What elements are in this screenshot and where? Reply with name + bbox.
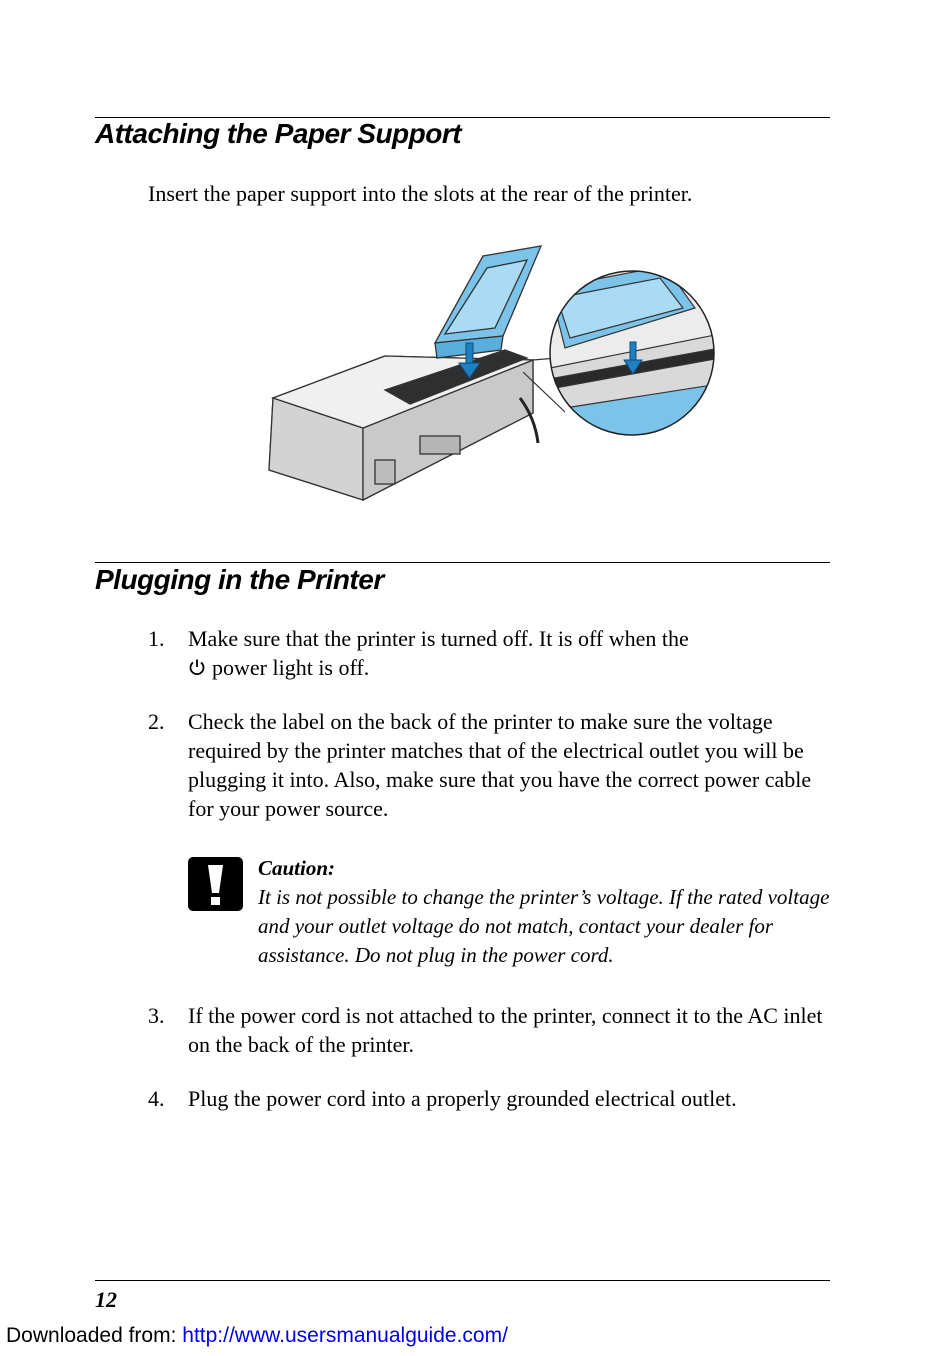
step-4 xyxy=(148,1084,838,1144)
step-1 xyxy=(148,624,838,684)
step-3 xyxy=(148,1001,838,1061)
caution-title: Caution: xyxy=(258,856,336,880)
step-text-after: power light is off. xyxy=(212,655,370,680)
page-number: 12 xyxy=(95,1287,117,1312)
paper-support xyxy=(435,246,541,358)
step-text: Plug the power cord into a properly grounded electrical outlet. xyxy=(188,1086,737,1111)
bottom-rule xyxy=(95,1280,830,1281)
exclamation-icon xyxy=(188,857,243,911)
step-text: Check the label on the back of the printer to make sure the voltage required by the printer matches that of the electrical outlet you will be plugging it into. Also, make sure that you have the correct power cable for your power source. xyxy=(188,709,812,821)
caution-note xyxy=(258,854,838,970)
power-icon xyxy=(188,658,206,676)
step-2 xyxy=(148,707,838,827)
footer-label: Downloaded from: xyxy=(6,1324,177,1347)
printer-body xyxy=(269,350,538,500)
footer-link[interactable]: http://www.usersmanualguide.com/ xyxy=(182,1324,508,1347)
step-text xyxy=(188,624,838,682)
caution-text: It is not possible to change the printer’s voltage. If the rated voltage and your outlet voltage do not match, contact your dealer for assistance. Do not plug in the power cord. xyxy=(258,885,830,967)
top-rule-section2 xyxy=(95,562,830,563)
magnified-detail-circle xyxy=(550,266,720,468)
section2-heading: Plugging in the Printer xyxy=(95,564,384,595)
printer-paper-support-illustration xyxy=(265,238,720,508)
step-text: If the power cord is not attached to the printer, connect it to the AC inlet on the back of the printer. xyxy=(188,1003,823,1057)
step-text-before: Make sure that the printer is turned off. It is off when the xyxy=(188,626,689,651)
step-number: 4. xyxy=(148,1086,165,1111)
step-number: 1. xyxy=(148,626,165,651)
section1-paragraph: Insert the paper support into the slots at the rear of the printer. xyxy=(148,181,693,206)
section1-heading: Attaching the Paper Support xyxy=(95,118,462,149)
step-number: 3. xyxy=(148,1003,165,1028)
step-number: 2. xyxy=(148,709,165,734)
download-footer xyxy=(6,1324,508,1348)
